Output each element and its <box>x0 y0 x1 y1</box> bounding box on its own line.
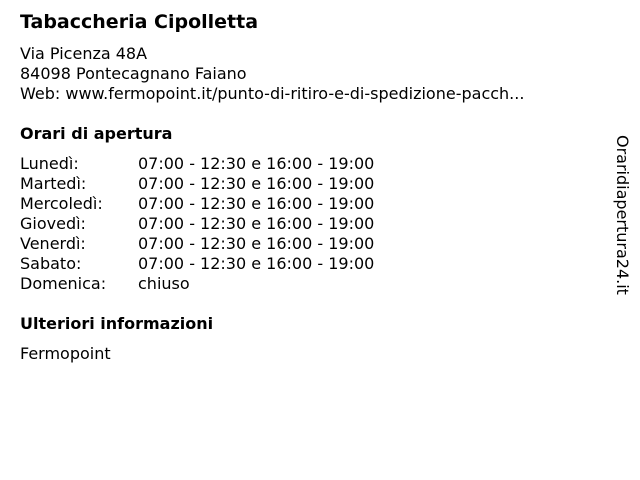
opening-hours-table <box>20 154 374 294</box>
hours-row-sunday <box>20 274 374 294</box>
day-label: Sabato: <box>20 254 82 273</box>
day-label: Giovedì: <box>20 214 86 233</box>
day-label: Venerdì: <box>20 234 86 253</box>
time-value: 07:00 - 12:30 e 16:00 - 19:00 <box>138 174 375 193</box>
additional-info-text: Fermopoint <box>20 344 111 363</box>
store-name: Tabaccheria Cipolletta <box>20 11 259 33</box>
day-label: Mercoledì: <box>20 194 103 213</box>
hours-row-saturday <box>20 254 374 274</box>
time-value: 07:00 - 12:30 e 16:00 - 19:00 <box>138 234 375 253</box>
address-block <box>20 44 524 104</box>
time-value: chiuso <box>138 274 190 293</box>
time-value: 07:00 - 12:30 e 16:00 - 19:00 <box>138 214 375 233</box>
hours-row-tuesday <box>20 174 374 194</box>
site-watermark: Oraridiapertura24.it <box>613 135 632 295</box>
time-value: 07:00 - 12:30 e 16:00 - 19:00 <box>138 154 375 173</box>
hours-row-monday <box>20 154 374 174</box>
time-value: 07:00 - 12:30 e 16:00 - 19:00 <box>138 254 375 273</box>
day-label: Martedì: <box>20 174 87 193</box>
address-city: 84098 Pontecagnano Faiano <box>20 64 247 83</box>
time-value: 07:00 - 12:30 e 16:00 - 19:00 <box>138 194 375 213</box>
address-street: Via Picenza 48A <box>20 44 148 63</box>
hours-row-wednesday <box>20 194 374 214</box>
hours-row-friday <box>20 234 374 254</box>
opening-hours-heading: Orari di apertura <box>20 124 173 143</box>
additional-info-heading: Ulteriori informazioni <box>20 314 214 333</box>
day-label: Domenica: <box>20 274 107 293</box>
hours-row-thursday <box>20 214 374 234</box>
website-link[interactable]: Web: www.fermopoint.it/punto-di-ritiro-e-di-spedizione-pacch... <box>20 84 525 103</box>
day-label: Lunedì: <box>20 154 79 173</box>
